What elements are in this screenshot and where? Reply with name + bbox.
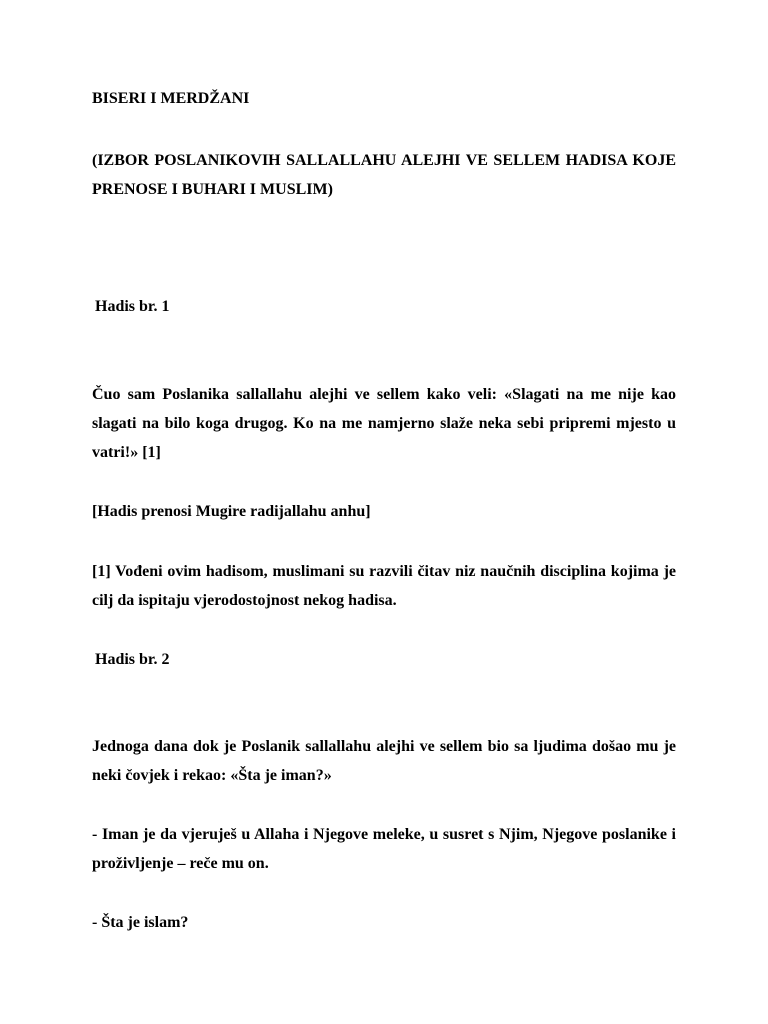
document-subtitle: (IZBOR POSLANIKOVIH SALLALLAHU ALEJHI VE SELLEM HADISA KOJE PRENOSE I BUHARI I MUSLIM) bbox=[92, 152, 676, 198]
hadis-2-paragraph: - Šta je islam? bbox=[92, 914, 189, 931]
hadis-1-text: Čuo sam Poslanika sallallahu alejhi ve sellem kako veli: «Slagati na me nije kao slagati na bilo koga drugog. Ko na me namjerno slaže neka sebi pripremi mjesto u vatri!» [1] bbox=[92, 386, 676, 461]
hadis-2-paragraph: - Iman je da vjeruješ u Allaha i Njegove meleke, u susret s Njim, Njegove poslanike i proživljenje – reče mu on. bbox=[92, 826, 676, 872]
document-title: BISERI I MERDŽANI bbox=[92, 90, 250, 107]
hadis-2-heading: Hadis br. 2 bbox=[95, 651, 170, 668]
hadis-2-paragraph: Jednoga dana dok je Poslanik sallallahu alejhi ve sellem bio sa ljudima došao mu je neki čovjek i rekao: «Šta je iman?» bbox=[92, 738, 676, 784]
hadis-1-heading: Hadis br. 1 bbox=[95, 298, 170, 315]
hadis-1-footnote: [1] Vođeni ovim hadisom, muslimani su razvili čitav niz naučnih disciplina kojima je cilj da ispitaju vjerodostojnost nekog hadisa. bbox=[92, 563, 676, 609]
hadis-1-source: [Hadis prenosi Mugire radijallahu anhu] bbox=[92, 503, 371, 520]
